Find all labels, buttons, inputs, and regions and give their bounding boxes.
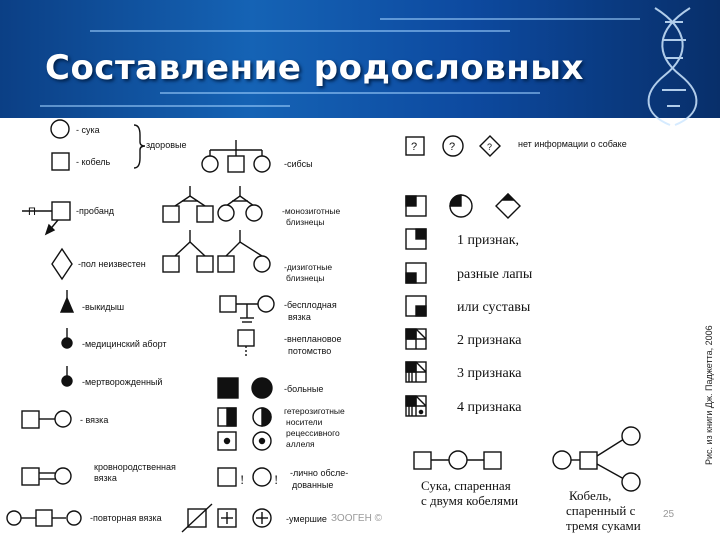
consanguineous-label-1: кровнородственная: [94, 462, 176, 472]
deceased-symbol: [182, 504, 271, 532]
dz-twins-label-1: -дизиготные: [284, 262, 333, 272]
male-symbol: [52, 153, 69, 170]
infertile-label-1: -бесплодная: [284, 300, 337, 310]
repeat-mating-label: -повторная вязка: [90, 513, 162, 523]
trait-2-label: 2 признака: [457, 333, 522, 348]
stillborn-symbol: [62, 366, 72, 386]
consanguineous-mating-symbol: [22, 468, 71, 485]
male-three-females-symbol: [553, 427, 640, 491]
trait-3-symbol: [406, 362, 426, 382]
female-symbol: [51, 120, 69, 138]
caption-male-1: Кобель,: [569, 488, 612, 503]
dz-twins-label-2: близнецы: [286, 273, 325, 283]
extramarital-label-2: потомство: [288, 346, 332, 356]
source-note: Рис. из книги Дж. Пaджетта, 2006: [704, 325, 714, 465]
no-info-mark-3: ?: [487, 142, 493, 152]
male-label: - кобель: [76, 157, 111, 167]
trait-1b-label: разные лапы: [457, 267, 533, 282]
miscarriage-symbol: [61, 290, 73, 312]
trait-2-symbol: [406, 329, 426, 349]
sex-unknown-label: -пол неизвестен: [78, 259, 146, 269]
affected-symbol: [218, 378, 272, 398]
infertile-label-2: вязка: [288, 312, 311, 322]
heterozygous-label-3: рецессивного: [286, 428, 340, 438]
caption-female-1: Сука, спаренная: [421, 478, 511, 493]
slide-title: Составление родословных: [45, 48, 584, 88]
heterozygous-label-2: носители: [286, 417, 323, 427]
trait-4-symbol: [406, 396, 426, 416]
caption-female-2: с двумя кобелями: [421, 493, 519, 508]
personally-examined-symbol: [218, 468, 278, 487]
healthy-brace: [134, 125, 145, 168]
examined-label-2: дованные: [292, 480, 334, 490]
female-label: - сука: [76, 125, 100, 135]
examined-mark-1: !: [240, 472, 245, 487]
siblings-label: -сибсы: [284, 159, 313, 169]
siblings-symbol: [202, 140, 270, 172]
dna-helix-icon: [649, 8, 697, 125]
trait-3-label: 3 признака: [457, 366, 522, 381]
stillborn-label: -мертворожденный: [82, 377, 163, 387]
extramarital-offspring-symbol: [238, 330, 254, 356]
examined-mark-2: !: [274, 472, 279, 487]
heterozygous-label-1: гетерозиготные: [284, 406, 345, 416]
infertile-mating-symbol: [220, 296, 274, 322]
trait-1-symbols: [406, 229, 426, 316]
mating-symbol: [22, 411, 71, 428]
affected-partial-symbols: [406, 194, 520, 218]
healthy-label: здоровые: [146, 140, 187, 150]
proband-letter: П: [28, 206, 36, 218]
affected-label: -больные: [284, 384, 324, 394]
proband-label: -пробанд: [76, 206, 115, 216]
no-info-mark-1: ?: [411, 141, 418, 153]
no-info-mark-2: ?: [449, 141, 456, 153]
no-info-symbols: [406, 136, 500, 156]
sex-unknown-symbol: [52, 249, 72, 279]
page-number: 25: [663, 509, 675, 520]
dizygotic-twins-symbol: [163, 230, 270, 272]
caption-male-3: тремя суками: [566, 518, 641, 533]
proband-symbol: [22, 202, 70, 234]
footer-text: ЗООГЕН ©: [331, 513, 382, 524]
trait-1-label: 1 признак,: [457, 233, 520, 248]
trait-1c-label: или суставы: [457, 300, 531, 315]
heterozygous-label-4: аллеля: [286, 439, 315, 449]
mating-label: - вязка: [80, 415, 109, 425]
heterozygous-carrier-symbol: [218, 408, 271, 450]
female-two-males-symbol: [414, 451, 501, 469]
miscarriage-label: -выкидыш: [82, 302, 125, 312]
mz-twins-label-1: -монозиготные: [282, 206, 341, 216]
extramarital-label-1: -внеплановое: [284, 334, 342, 344]
caption-male-2: спаренный с: [566, 503, 636, 518]
deceased-label: -умершие: [286, 514, 327, 524]
abortion-symbol: [62, 328, 72, 348]
mz-twins-label-2: близнецы: [286, 217, 325, 227]
trait-4-label: 4 признака: [457, 400, 522, 415]
consanguineous-label-2: вязка: [94, 473, 117, 483]
abortion-label: -медицинский аборт: [82, 339, 167, 349]
no-info-label: нет информации о собаке: [518, 139, 627, 149]
repeat-mating-symbol: [7, 510, 81, 526]
examined-label-1: -лично обсле-: [290, 468, 349, 478]
monozygotic-twins-symbol: [163, 186, 262, 222]
